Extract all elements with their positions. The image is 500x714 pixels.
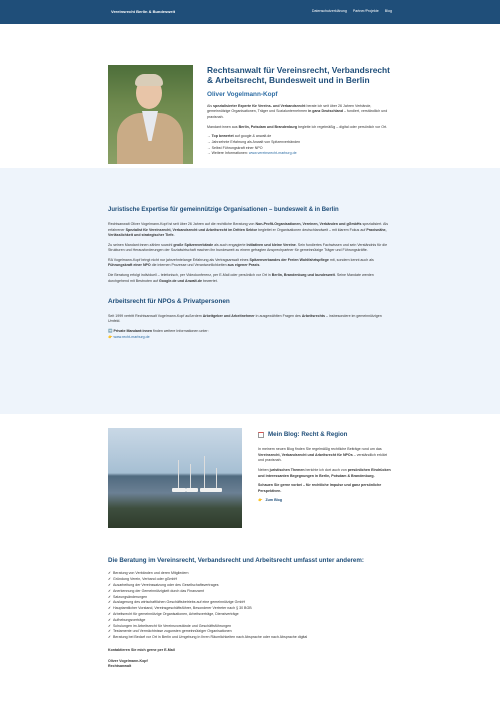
nav-link-datenschutz[interactable]: Datenschutzerklärung xyxy=(311,9,347,14)
expertise-p4: Die Beratung erfolgt individuell – telefonisch, per Videokonferenz, per E-Mail oder persönlich vor Ort in Berlin, Brandenburg und bundesweit. Seine Mandate werden durchgehend mit Bestnoten auf Google.de und Anwalt.de bewertet. xyxy=(108,272,374,283)
hero-highlights xyxy=(207,134,395,157)
list-item: ✓ Anerkennung der Gemeinnützigkeit durch das Finanzamt xyxy=(108,588,204,593)
list-item: ✓ Gründung Verein, Verband oder gGmbH xyxy=(108,577,178,582)
npo-p1: Seit 1999 vertritt Rechtsanwalt Vogelmann-Kopf außerdem Arbeitgeber und Arbeitnehmer in ausgewählten Fragen des Arbeitsrechts – insbesondere im gemeinnützigen Umfeld. xyxy=(108,313,382,324)
list-item: → Weitere Informationen: www.vereinsrecht-marburg.de xyxy=(207,151,297,156)
contact-name: Oliver Vogelmann-Kopf xyxy=(108,658,148,663)
nav-link-partner[interactable]: Partner/Projekte xyxy=(352,9,379,14)
calendar-icon xyxy=(258,432,264,438)
npo-heading: Arbeitsrecht für NPOs & Privatpersonen xyxy=(108,298,230,306)
list-item: ✓ Beratung von Verbänden und deren Mitgliedern xyxy=(108,571,189,576)
list-item: ✓ Testamente und Vermächtnisse zugunsten gemeinnütziger Organisationen xyxy=(108,629,232,634)
check-icon: ✓ xyxy=(108,635,112,640)
top-navbar xyxy=(0,0,500,24)
blog-section xyxy=(258,430,392,504)
list-item: ✓ Auslagerung des wirtschaftlichen Geschäftsbetriebs auf eine gemeinnützige GmbH xyxy=(108,600,246,605)
blog-link[interactable]: 👉 Zum Blog xyxy=(258,498,283,503)
expertise-p3: RA Vogelmann-Kopf bringt nicht nur jahrzehntelange Erfahrung als Vertragsanwalt eines Spitzenverbandes der Freien Wohlfahrtspflege mit, sondern kennt auch als Führungskraft einer NPO die internen Prozesse und Verantwortlichkeiten aus eigener Praxis. xyxy=(108,257,374,268)
list-item: → Jahrzehnte Erfahrung als Anwalt von Spitzenverbänden xyxy=(207,139,301,144)
list-item: → Top bewertet auf google & anwalt.de xyxy=(207,134,272,139)
check-icon: ✓ xyxy=(108,606,112,611)
check-icon: ✓ xyxy=(108,594,112,599)
recht-marburg-link[interactable]: www.recht-marburg.de xyxy=(113,335,150,340)
check-icon: ✓ xyxy=(108,623,112,628)
check-icon: ✓ xyxy=(108,617,112,622)
pointing-hand-icon: 👉 xyxy=(258,498,263,503)
expertise-p1: Rechtsanwalt Oliver Vogelmann-Kopf ist seit über 26 Jahren auf die rechtliche Beratung von Non-Profit-Organisationen, Vereinen, Verbänden und gGmbHs spezialisiert. Als erfahrener Spezialist für Vereinsrecht, Verbandsrecht und Arbeitsrecht im Dritten Sektor begleitet er Organisationen deutschlandweit – mit klarem Fokus auf Praxisnähe, Verlässlichkeit und strategischer Tiefe. xyxy=(108,222,389,238)
expertise-heading: Juristische Expertise für gemeinnützige Organisationen – bundesweit & in Berlin xyxy=(108,207,339,213)
check-icon: ✓ xyxy=(108,571,112,576)
more-info-link[interactable]: www.vereinsrecht-marburg.de xyxy=(248,151,297,156)
services-heading: Die Beratung im Vereinsrecht, Verbandsrecht und Arbeitsrecht umfasst unter anderem: xyxy=(108,557,364,564)
check-icon: ✓ xyxy=(108,600,112,605)
list-item: ✓ Beratung bei Bedarf vor Ort in Berlin und Umgebung in Ihren Räumlichkeiten nach Absprache oder nach Absprache digital xyxy=(108,635,308,640)
blog-heading: Mein Blog: Recht & Region xyxy=(258,430,392,439)
hero-region: Mandant:innen aus Berlin, Potsdam und Brandenburg begleite ich regelmäßig – digital oder persönlich vor Ort. xyxy=(207,124,388,129)
npo-p3 xyxy=(108,335,392,341)
blog-p3: Schauen Sie gerne vorbei – für rechtliche Impulse und ganz persönliche Perspektiven. xyxy=(258,483,382,493)
list-item: ✓ Aufhebungsverträge xyxy=(108,617,146,622)
npo-p2: ➡️ Private Mandant:innen finden weitere Informationen unter: xyxy=(108,328,209,333)
nav-link-blog[interactable]: Blog xyxy=(384,9,392,14)
list-item: ✓ Arbeitsrecht für gemeinnützige Organisationen, Arbeitsverträge, Dienstverträge xyxy=(108,611,239,616)
contact-label: Kontaktieren Sie mich gerne per E-Mail xyxy=(108,648,175,653)
list-item: ✓ Schulungen im Arbeitsrecht für Vereinsvorstände und Geschäftsführungen xyxy=(108,623,232,628)
check-icon: ✓ xyxy=(108,582,112,587)
list-item: → Selbst Führungskraft einer NPO xyxy=(207,145,263,150)
arrow-right-icon: ➡️ xyxy=(108,328,113,333)
expertise-band xyxy=(0,168,500,414)
list-item: ✓ Hauptamtlicher Vorstand, Vereinsgeschäftsführer, Besonderer Vertreter nach § 30 BGB xyxy=(108,606,252,611)
check-icon: ✓ xyxy=(108,577,112,582)
brand-title[interactable]: Vereinsrecht Berlin & Bundesweit xyxy=(111,9,176,14)
check-icon: ✓ xyxy=(108,588,112,593)
hero-section xyxy=(0,24,500,168)
lawyer-portrait-photo xyxy=(108,65,193,164)
blog-p2: Neben juristischen Themen berichte ich dort auch von persönlichen Eindrücken und interessanten Begegnungen in Berlin, Potsdam & Brandenburg. xyxy=(258,467,391,478)
list-item: ✓ Ausarbeitung der Vereinssatzung oder des Gesellschaftsvertrages xyxy=(108,582,219,587)
expertise-p2: Zu seinen Mandant:innen zählen sowohl große Spitzenverbände als auch engagierte Initiativen und kleine Vereine. Sein fundiertes Fachwissen und sein Verständnis für die Strukturen und Herausforderungen der Sozialwirtschaft machen ihn bundesweit zu einem gefragten Ansprechpartner für gemeinnützige Träger und Führungskräfte. xyxy=(108,242,388,253)
page-title: Rechtsanwalt für Vereinsrecht, Verbandsrecht & Arbeitsrecht, Bundesweit und in Berlin xyxy=(207,65,390,85)
services-section xyxy=(108,556,392,670)
harbor-photo xyxy=(108,428,242,528)
main-nav xyxy=(312,9,392,14)
lawyer-name: Oliver Vogelmann-Kopf xyxy=(207,91,278,99)
hero-text xyxy=(207,66,395,157)
blog-p1: In meinem neuen Blog finden Sie regelmäßig rechtliche Beiträge rund um das Vereinsrecht, Verbandsrecht und Arbeitsrecht für NPOs – verständlich erklärt und praxisnah. xyxy=(258,447,387,463)
services-list xyxy=(108,571,392,641)
expertise-section xyxy=(108,206,392,341)
check-icon: ✓ xyxy=(108,611,112,616)
hero-intro: Als spezialisierter Experte für Vereins- und Verbandsrecht berate ich seit über 26 Jahren Verbände, gemeinnützige Organisationen, Träger und Sozialunternehmen in ganz Deutschland – fundiert, verständlich und praxisnah. xyxy=(207,103,388,120)
list-item: ✓ Satzungsänderungen xyxy=(108,594,148,599)
check-icon: ✓ xyxy=(108,629,112,634)
contact-role: Rechtsanwalt xyxy=(108,664,132,669)
pointing-hand-icon: 👉 xyxy=(108,335,113,340)
